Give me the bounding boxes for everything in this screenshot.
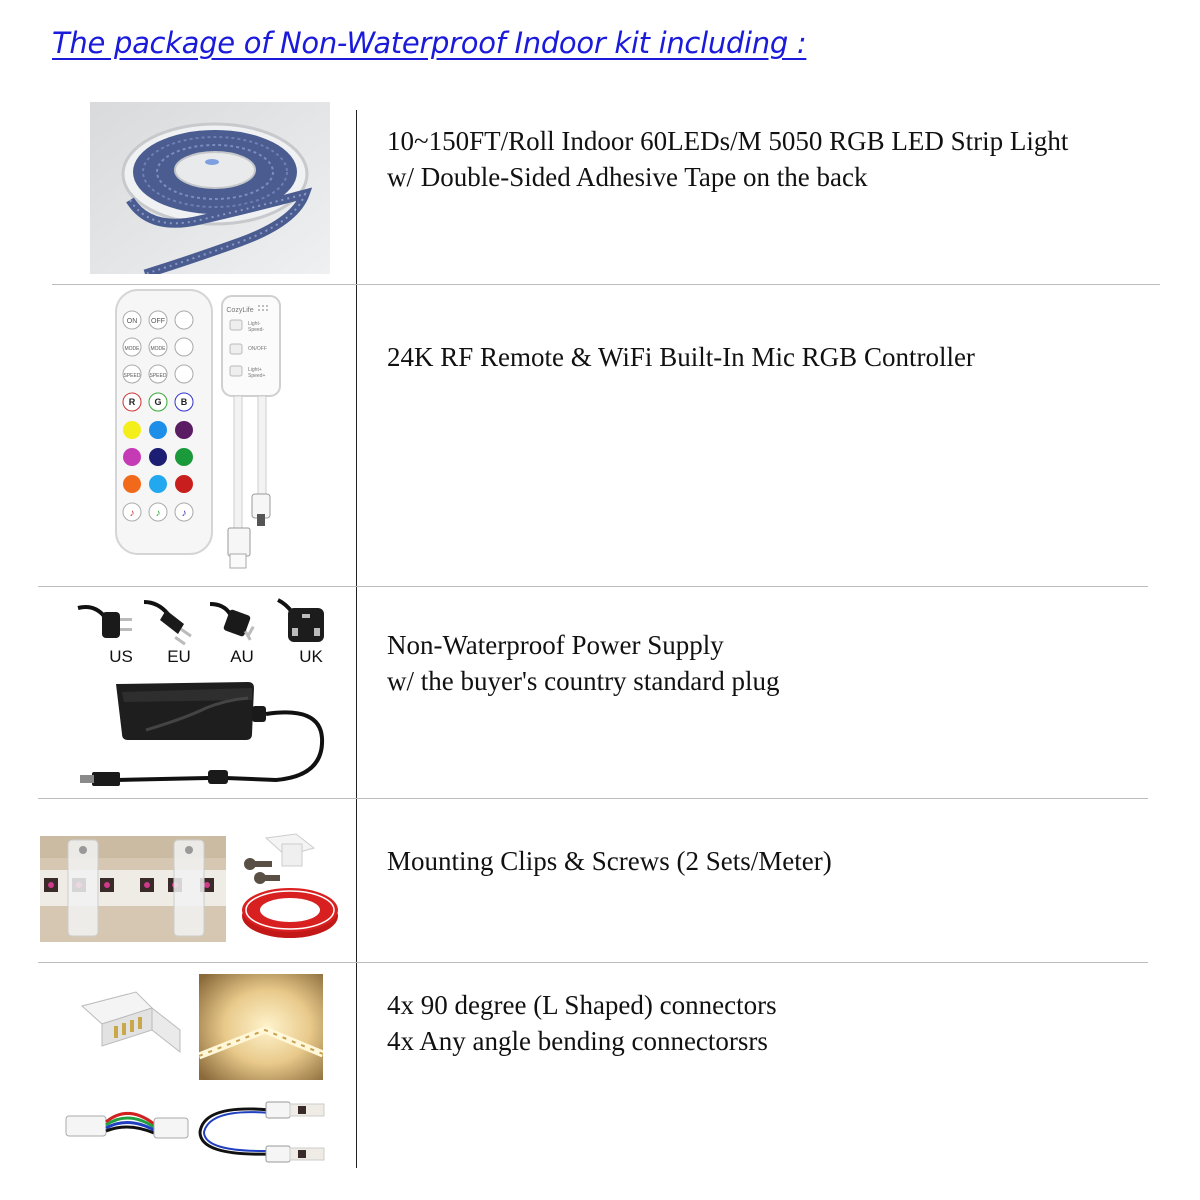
description-line: Non-Waterproof Power Supply [387, 630, 724, 660]
controller-brand: CozyLife [226, 307, 254, 314]
controller-btn1-line1: Light- [248, 321, 261, 327]
row-divider-3 [38, 798, 1148, 799]
page-title: The package of Non-Waterproof Indoor kit including : [52, 26, 807, 60]
power-adapter-image [76, 678, 332, 790]
remote-on-label: ON [126, 318, 138, 325]
screws-tape-image [236, 828, 342, 942]
controller-btn3-line2: Speed+ [248, 373, 266, 379]
remote-r-label: R [128, 397, 136, 407]
plug-label-uk: UK [299, 647, 323, 666]
item-description-strip [387, 123, 1068, 195]
led-strip-reel-image [90, 102, 330, 274]
remote-off-label: OFF [151, 318, 165, 325]
remote-controller-image [112, 288, 292, 578]
plug-label-us: US [109, 647, 133, 666]
remote-mode-label: MODE [150, 346, 166, 352]
controller-btn2: ON/OFF [248, 346, 267, 352]
corner-strip-photo [199, 974, 323, 1080]
item-description-power [387, 627, 780, 699]
row-divider-4 [38, 962, 1148, 963]
item-description-clips [387, 843, 832, 879]
description-line: 24K RF Remote & WiFi Built-In Mic RGB Controller [387, 342, 975, 372]
plug-label-eu: EU [167, 647, 191, 666]
plug-icons [74, 596, 344, 646]
row-divider-2 [38, 586, 1148, 587]
row-divider-1 [52, 284, 1160, 285]
svg-text:♪: ♪ [155, 508, 161, 519]
description-line: Mounting Clips & Screws (2 Sets/Meter) [387, 846, 832, 876]
mounting-clips-image [40, 836, 226, 942]
svg-text:♪: ♪ [181, 508, 187, 519]
bending-connector-image [62, 1100, 192, 1150]
controller-btn3-line1: Light+ [248, 367, 262, 373]
remote-mode-label: MODE [124, 346, 140, 352]
item-description-connectors [387, 987, 777, 1059]
l-connector-image [76, 986, 188, 1066]
description-line: w/ the buyer's country standard plug [387, 666, 780, 696]
remote-b-label: B [180, 397, 188, 407]
description-line: 4x 90 degree (L Shaped) connectors [387, 990, 777, 1020]
controller-btn1-line2: Speed- [248, 327, 265, 333]
plug-label-au: AU [230, 647, 254, 666]
description-line: 4x Any angle bending connectorsrs [387, 1026, 768, 1056]
remote-g-label: G [154, 397, 162, 407]
description-line: 10~150FT/Roll Indoor 60LEDs/M 5050 RGB LED Strip Light [387, 126, 1069, 156]
remote-speed-label: SPEED [149, 373, 167, 379]
svg-text:♪: ♪ [129, 508, 135, 519]
item-description-remote [387, 339, 975, 375]
remote-speed-label: SPEED [123, 373, 141, 379]
cable-connector-image [194, 1096, 328, 1168]
column-divider [356, 110, 357, 1168]
description-line: w/ Double-Sided Adhesive Tape on the back [387, 162, 868, 192]
